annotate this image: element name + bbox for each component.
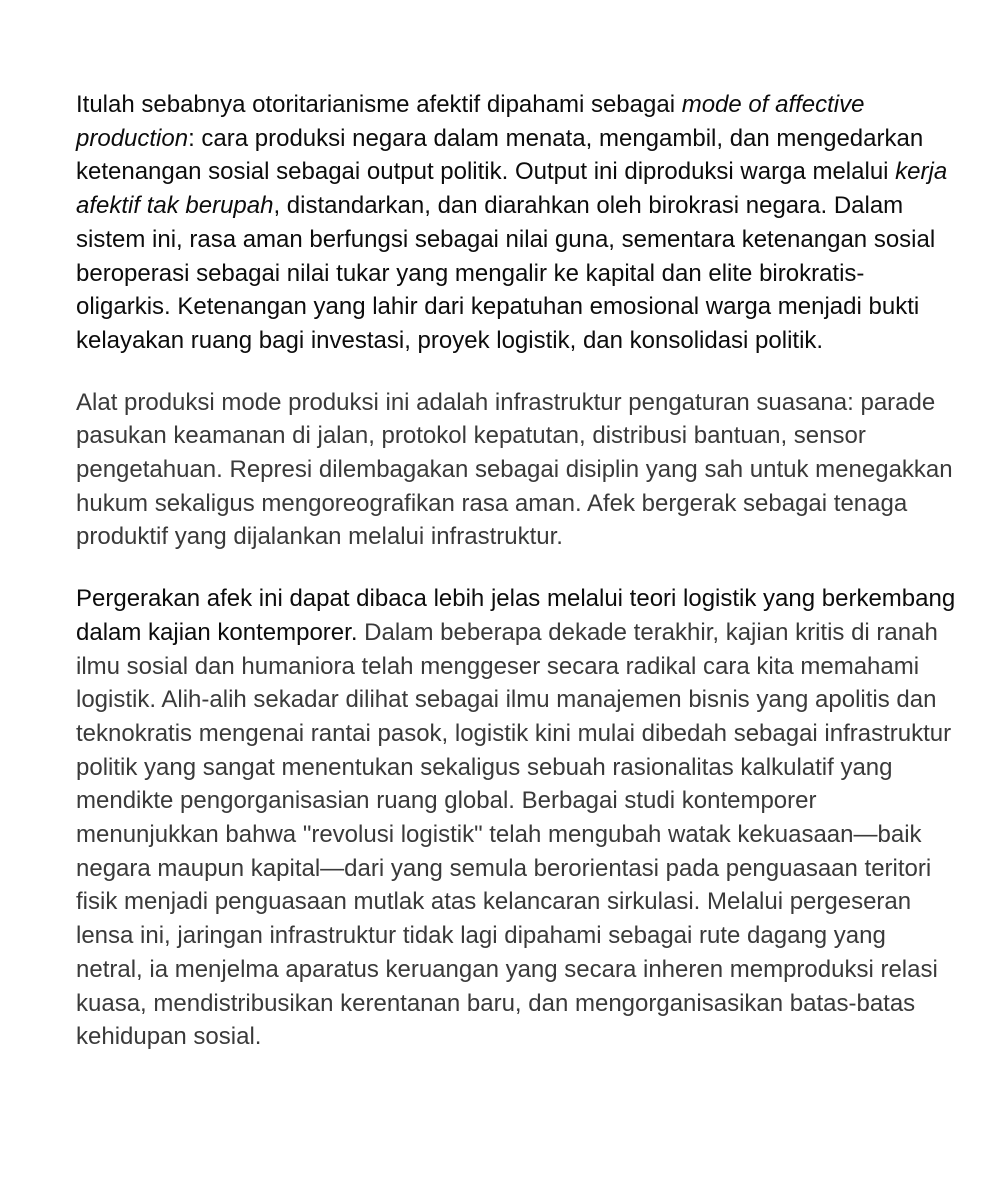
term-unpaid-affective-labor: kerja afektif tak berupah <box>76 158 948 220</box>
paragraph-1-text-a: Itulah sebabnya otoritarianisme afektif dipahami sebagai <box>76 91 682 118</box>
paragraph-3-body: Dalam beberapa dekade terakhir, kajian kritis di ranah ilmu sosial dan humaniora telah menggeser secara radikal cara kita memahami logistik. Alih-alih sekadar dilihat sebagai ilmu manajemen bisnis yang apolitis dan teknokratis mengenai rantai pasok, logistik kini mulai dibedah sebagai infrastruktur politik yang sangat menentukan sekaligus sebuah rasionalitas kalkulatif yang mendikte pengorganisasian ruang global. Berbagai studi kontemporer menunjukkan bahwa "revolusi logistik" telah mengubah watak kekuasaan—baik negara maupun kapital—dari yang semula berorientasi pada penguasaan teritori fisik menjadi penguasaan mutlak atas kelancaran sirkulasi. Melalui pergeseran lensa ini, jaringan infrastruktur tidak lagi dipahami sebagai rute dagang yang netral, ia menjelma aparatus keruangan yang secara inheren memproduksi relasi kuasa, mendistribusikan kerentanan baru, dan mengorganisasikan batas-batas kehidupan sosial. <box>76 618 952 1051</box>
paragraph-1-text-b: : cara produksi negara dalam menata, mengambil, dan mengedarkan ketenangan sosial sebagai output politik. Output ini diproduksi warga melalui <box>76 124 924 186</box>
paragraph-logistics-theory <box>76 582 956 1054</box>
paragraph-affective-production <box>76 88 956 358</box>
paragraph-1-text-c: , distandarkan, dan diarahkan oleh birokrasi negara. Dalam sistem ini, rasa aman berfungsi sebagai nilai guna, sementara ketenangan sosial beroperasi sebagai nilai tukar yang mengalir ke kapital dan elite birokratis-oligarkis. Ketenangan yang lahir dari kepatuhan emosional warga menjadi bukti kelayakan ruang bagi investasi, proyek logistik, dan konsolidasi politik. <box>76 192 936 354</box>
article-body <box>76 88 956 1082</box>
paragraph-means-of-production: Alat produksi mode produksi ini adalah infrastruktur pengaturan suasana: parade pasukan keamanan di jalan, protokol kepatutan, distribusi bantuan, sensor pengetahuan. Represi dilembagakan sebagai disiplin yang sah untuk menegakkan hukum sekaligus mengoreografikan rasa aman. Afek bergerak sebagai tenaga produktif yang dijalankan melalui infrastruktur. <box>76 388 953 551</box>
term-mode-of-affective-production: mode of affective production <box>76 91 865 152</box>
paragraph-3-lead-sentence: Pergerakan afek ini dapat dibaca lebih jelas melalui teori logistik yang berkembang dalam kajian kontemporer. <box>76 585 956 646</box>
